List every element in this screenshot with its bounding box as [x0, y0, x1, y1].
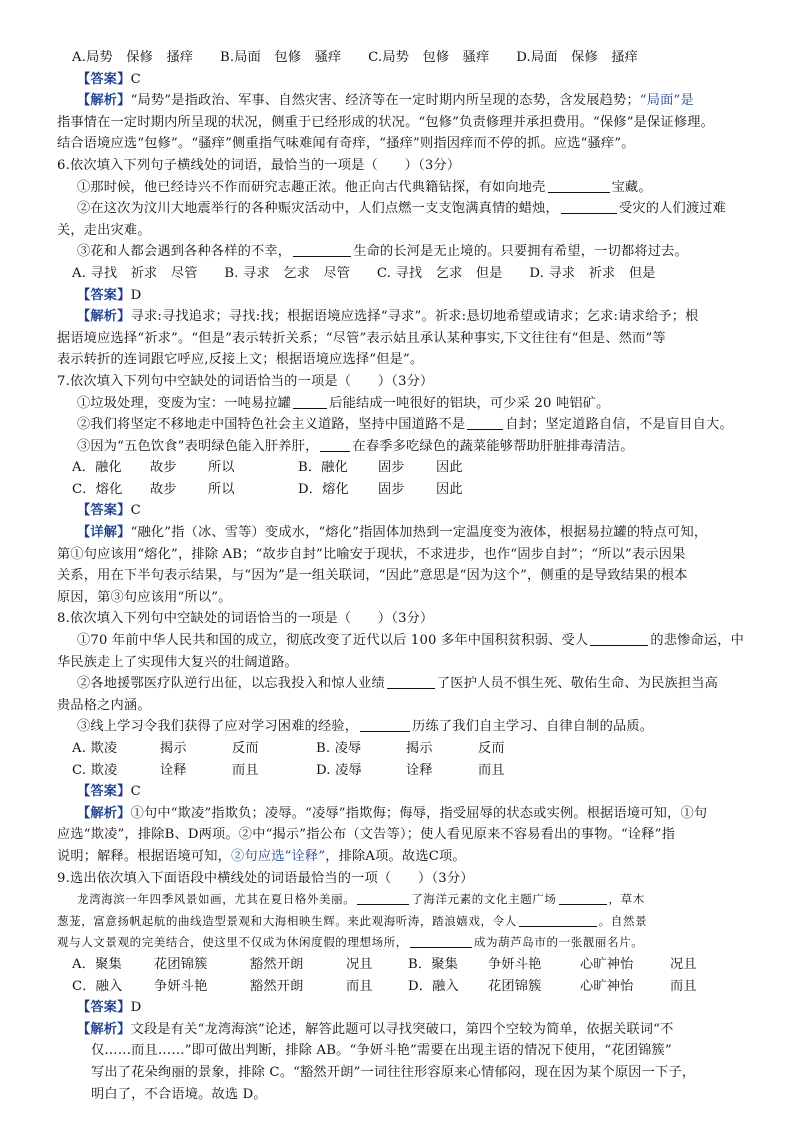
option-word: 花团锦簇 — [488, 978, 542, 994]
question-stem: 7.依次填入下列句中空缺处的词语恰当的一项是（ ）（3分） — [57, 373, 434, 389]
option-b: B．聚集 — [408, 956, 459, 972]
analysis-line: 据语境应选择“祈求”。“但是”表示转折关系；“尽管”表示姑且承认某种事实,下文往往有“但是、然而”等 — [57, 330, 666, 346]
analysis-tag: 【详解】 — [77, 525, 131, 541]
option-word: 固步 — [378, 481, 405, 497]
answer-tag: 【答案】 — [77, 503, 131, 519]
fill-blank — [561, 199, 617, 214]
sentence-text: 华民族走上了实现伟大复兴的壮阔道路。 — [57, 654, 298, 670]
sentence-text: 关，走出灾难。 — [57, 222, 151, 238]
analysis-line: 应选“欺凌”，排除B、D两项。②中“揭示”指公布（文告等）；使人看见原来不容易看出的事物。“诠释”指 — [57, 827, 675, 843]
fill-blank — [519, 912, 597, 927]
question-stem: 8.依次填入下列句中空缺处的词语恰当的一项是（ ）（3分） — [57, 611, 434, 627]
option-a: A. 欺凌 — [72, 741, 118, 756]
analysis-line: 指事情在一定时期内所呈现的状况，侧重于已经形成的状况。“包修”负责修理并承担费用。“保修”是保证修理。 — [57, 114, 714, 130]
analysis-tag: 【解析】 — [77, 309, 131, 325]
fill-blank — [320, 437, 350, 452]
answer-value: C — [130, 71, 141, 87]
option-word: 反而 — [232, 741, 259, 756]
answer-value: C — [130, 784, 141, 800]
option-b: B．融化 — [298, 460, 349, 476]
fill-blank — [590, 631, 648, 646]
fill-blank — [410, 933, 472, 948]
option-word: 而且 — [478, 762, 505, 778]
sentence-text: 宝藏。 — [611, 179, 652, 195]
option-word: 而且 — [670, 978, 697, 994]
q6-options: A. 寻找 祈求 尽管 B. 寻求 乞求 尽管 C. 寻找 乞求 但是 D. 寻求 祈求 但是 — [72, 265, 656, 281]
option-word: 反而 — [478, 741, 505, 756]
sentence-text: ②我们将坚定不移地走中国特色社会主义道路，坚持中国道路不是 — [77, 417, 466, 433]
option-c: C. 欺凌 — [72, 762, 118, 778]
option-word: 心旷神怡 — [580, 978, 634, 994]
option-word: 揭示 — [160, 741, 187, 756]
sentence-text: 在春季多吃绿色的蔬菜能够帮助肝脏排毒清洁。 — [352, 438, 634, 454]
fill-blank — [548, 178, 610, 193]
sentence-text: ①垃圾处理，变废为宝：一吨易拉罐 — [77, 395, 292, 411]
analysis-highlight: “局面”是 — [639, 93, 694, 109]
passage-text: 成为葫芦岛市的一张靓丽名片。 — [473, 935, 644, 950]
option-word: 揭示 — [406, 741, 433, 756]
option-word: 因此 — [436, 481, 463, 497]
option-c: C．融入 — [72, 978, 123, 994]
option-word: 诠释 — [160, 762, 187, 778]
option-word: 豁然开朗 — [250, 978, 304, 994]
option-word: 所以 — [208, 460, 235, 476]
sentence-text: ①那时候，他已经诗兴不作而研究志趣正浓。他正向古代典籍钻探，有如向地壳 — [77, 179, 546, 195]
analysis-tag: 【解析】 — [77, 805, 131, 821]
analysis-line: 寻求:寻找追求；寻找:找；根据语境应选择“寻求”。祈求:恳切地希望或请求；乞求:请求给予；根 — [130, 309, 699, 325]
q5-options: A.局势 保修 搔痒 B.局面 包修 骚痒 C.局势 包修 骚痒 D.局面 保修 搔痒 — [72, 50, 639, 65]
question-stem: 6.依次填入下列句子横线处的词语，最恰当的一项是（ ）（3分） — [57, 157, 461, 173]
answer-tag: 【答案】 — [77, 71, 131, 87]
analysis-line: 原因，第③句应该用“所以”。 — [57, 589, 232, 605]
sentence-text: ①70 年前中华人民共和国的成立，彻底改变了近代以后 100 多年中国积贫积弱、受人 — [77, 633, 589, 649]
fill-blank — [467, 415, 503, 430]
analysis-line: 仅……而且……”即可做出判断，排除 AB。“争妍斗艳”需要在出现主语的情况下使用，“花团锦簇” — [91, 1043, 672, 1059]
option-a: A．融化 — [72, 460, 122, 476]
answer-value: D — [130, 1000, 142, 1016]
sentence-text: 受灾的人们渡过难 — [618, 201, 727, 217]
option-word: 而且 — [346, 978, 373, 994]
passage-text: 龙湾海滨一年四季风景如画，尤其在夏日格外美丽。 — [77, 892, 356, 907]
passage-text: 。自然景 — [598, 913, 648, 928]
option-c: C．熔化 — [72, 481, 123, 497]
answer-value: C — [130, 503, 141, 519]
analysis-line: 关系，用在下半句表示结果，与“因为”是一组关联词，“因此”意思是“因为这个”，侧重的是导致结果的根本 — [57, 568, 688, 584]
sentence-text: ②在这次为汶川大地震举行的各种赈灾活动中，人们点燃一支支饱满真情的蜡烛， — [77, 201, 559, 217]
document-page — [57, 47, 747, 1105]
option-word: 固步 — [378, 460, 405, 476]
option-a: A．聚集 — [72, 956, 122, 972]
passage-text: ，草木 — [608, 892, 645, 907]
fill-blank — [293, 242, 351, 257]
analysis-line: “局势”是指政治、军事、自然灾害、经济等在一定时期内所呈现的态势，含发展趋势； — [130, 93, 640, 109]
analysis-line: “融化”指（冰、雪等）变成水，“熔化”指固体加热到一定温度变为液体，根据易拉罐的特点可知， — [130, 525, 708, 541]
fill-blank — [387, 674, 435, 689]
option-word: 故步 — [150, 481, 177, 497]
option-row — [57, 738, 747, 760]
analysis-tag: 【解析】 — [77, 93, 131, 109]
analysis-line: 说明；解释。根据语境可知， — [57, 848, 232, 864]
option-row — [57, 976, 747, 998]
fill-blank — [559, 890, 607, 905]
option-d: D．融入 — [408, 978, 459, 994]
sentence-text: ③花和人都会遇到各种各样的不幸， — [77, 244, 292, 260]
answer-tag: 【答案】 — [77, 287, 131, 303]
option-word: 诠释 — [406, 762, 433, 778]
option-word: 豁然开朗 — [250, 956, 304, 972]
option-word: 况且 — [670, 956, 697, 972]
option-word: 因此 — [436, 460, 463, 476]
option-row — [57, 457, 747, 479]
passage-text: 葱茏，富意扬帆起航的曲线造型景观和大海相映生辉。来此观海听涛，踏浪嬉戏，令人 — [57, 913, 517, 928]
sentence-text: ③因为“五色饮食”表明绿色能入肝养肝， — [77, 438, 319, 454]
option-row — [57, 954, 747, 976]
option-word: 而且 — [232, 762, 259, 778]
option-d: D. 凌辱 — [316, 762, 362, 778]
sentence-text: 贵品格之内涵。 — [57, 697, 151, 713]
analysis-highlight: ②句应选“诠释” — [231, 848, 326, 864]
option-d: D．熔化 — [298, 481, 349, 497]
analysis-line: ①句中“欺凌”指欺负；凌辱。“凌辱”指欺侮；侮辱，指受屈辱的状态或实例。根据语境可知，①句 — [130, 805, 708, 821]
option-word: 争妍斗艳 — [488, 956, 542, 972]
option-word: 心旷神怡 — [580, 956, 634, 972]
analysis-tag: 【解析】 — [77, 1021, 131, 1037]
sentence-text: 历练了我们自主学习、自律自制的品质。 — [412, 719, 654, 735]
option-b: B. 凌辱 — [316, 741, 362, 756]
sentence-text: ③线上学习令我们获得了应对学习困难的经验， — [77, 719, 359, 735]
analysis-line: 文段是有关“龙湾海滨”论述，解答此题可以寻找突破口，第四个空较为简单，依据关联词“不 — [130, 1021, 674, 1037]
analysis-line: 表示转折的连词跟它呼应,反接上文；根据语境应选择“但是”。 — [57, 352, 424, 368]
fill-blank — [357, 890, 409, 905]
sentence-text: ②各地援鄂医疗队逆行出征，以忘我投入和惊人业绩 — [77, 676, 385, 692]
sentence-text: 了医护人员不惧生死、敬佑生命、为民族担当高 — [436, 676, 719, 692]
option-word: 争妍斗艳 — [154, 978, 208, 994]
analysis-line: 结合语境应选“包修”。“骚痒”侧重指气味难闻有奇痒，“搔痒”则指因痒而不停的抓。应选“骚痒”。 — [57, 136, 635, 152]
analysis-line: 写出了花朵绚丽的景象，排除 C。“豁然开朗”一词往往形容原来心情郁闷，现在因为某个原因一下子， — [91, 1064, 696, 1080]
option-word: 故步 — [150, 460, 177, 476]
analysis-line: ，排除A项。故选C项。 — [325, 848, 466, 864]
answer-tag: 【答案】 — [77, 1000, 131, 1016]
passage-text: 观与人文景观的完美结合，使这里不仅成为休闲度假的理想场所， — [57, 935, 408, 950]
question-stem: 9.选出依次填入下面语段中横线处的词语最恰当的一项（ ）（3分） — [57, 870, 474, 886]
analysis-line: 第①句应该用“熔化”，排除 AB；“故步自封”比喻安于现状，不求进步，也作“固步自封”；“所以”表示因果 — [57, 546, 686, 562]
sentence-text: 后能结成一吨很好的铝块，可少采 20 吨铝矿。 — [329, 395, 610, 411]
passage-text: 了海洋元素的文化主题广场 — [411, 892, 557, 907]
analysis-line: 明白了，不合语境。故选 D。 — [91, 1086, 267, 1102]
option-word: 所以 — [208, 481, 235, 497]
answer-value: D — [130, 287, 142, 303]
sentence-text: 生命的长河是无止境的。只要拥有希望，一切都将过去。 — [353, 244, 688, 260]
sentence-text: 的悲惨命运，中 — [650, 633, 745, 649]
option-word: 花团锦簇 — [154, 956, 208, 972]
option-row — [57, 479, 747, 501]
fill-blank — [293, 394, 327, 409]
option-row — [57, 760, 747, 782]
sentence-text: 自封；坚定道路自信，不是盲目自大。 — [505, 417, 733, 433]
option-word: 况且 — [346, 956, 373, 972]
answer-tag: 【答案】 — [77, 784, 131, 800]
fill-blank — [360, 717, 410, 732]
